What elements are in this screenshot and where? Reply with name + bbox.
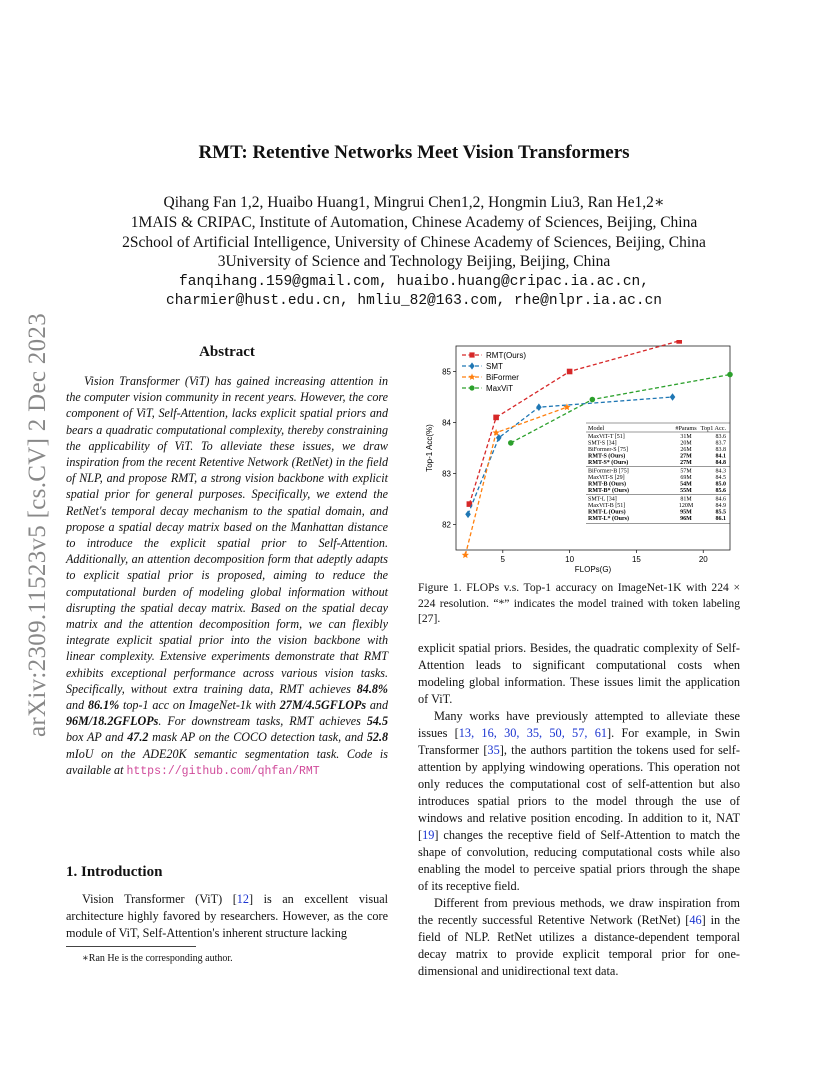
emails-line-2: charmier@hust.edu.cn, hmliu_82@163.com, rhe@nlpr.ia.ac.cn [166, 293, 662, 309]
x-tick-label: 20 [698, 555, 708, 564]
data-point [465, 511, 471, 519]
paper-title: RMT: Retentive Networks Meet Vision Transformers [198, 142, 630, 163]
x-axis-label: FLOPs(G) [574, 565, 612, 574]
table-cell: RMT-B* (Ours) [588, 488, 629, 494]
inset-table [586, 423, 730, 524]
table-cell: RMT-L* (Ours) [588, 516, 629, 522]
table-header: Model [588, 425, 605, 432]
table-cell: 54M [680, 481, 692, 488]
table-header: Top1 Acc. [700, 425, 726, 432]
legend-label: RMT(Ours) [486, 351, 526, 360]
table-cell: 27M [680, 460, 692, 466]
table-cell: 20M [680, 440, 692, 447]
affiliation-1: 1MAIS & CRIPAC, Institute of Automation, Chinese Academy of Sciences, Beijing, China [130, 214, 698, 231]
table-cell: 31M [680, 434, 692, 440]
paragraph-1: explicit spatial priors. Besides, the quadratic complexity of Self-Attention leads to significant computational costs when modeling global information. These issues limit the application of ViT. [418, 641, 740, 706]
table-cell: 84.5 [715, 475, 726, 481]
arxiv-stamp [18, 290, 58, 760]
x-tick-label: 15 [631, 555, 641, 564]
data-point [508, 440, 514, 446]
abstract-text: Vision Transformer (ViT) has gained increasing attention in the computer vision community in recent years. However, the core component of ViT, Self-Attention, lacks explicit spatial priors and bears a quadratic computational complexity, thereby constraining the applicability of ViT. To alleviate these issues, we draw inspiration from the recent Retentive Network (RetNet) in the field of NLP, and propose RMT, a strong vision backbone with explicit spatial prior for general purposes. Specifically, we extend the RetNet's temporal decay mechanism to the spatial domain, and propose a spatial decay matrix based on the Manhattan distance to introduce the explicit spatial prior to Self-Attention. Additionally, an attention decomposition form that adeptly adapts to explicit spatial prior is proposed, aiming to reduce the computational burden of modeling global information without disrupting the spatial decay matrix. Based on the spatial decay matrix and the attention decomposition form, we can flexibly integrate explicit spatial prior into the vision backbone with linear complexity. Extensive experiments demonstrate that RMT exhibits exceptional performance across various vision tasks. Specifically, without extra training data, RMT achieves 84.8% and 86.1% top-1 acc on ImageNet-1k with 27M/4.5GFLOPs and 96M/18.2GFLOPs. For downstream tasks, RMT achieves 54.5 box AP and 47.2 mask AP on the COCO detection task, and 52.8 mIoU on the ADE20K semantic segmentation task. Code is available at https://github.com/qhfan/RMT [66, 374, 389, 778]
x-tick-label: 5 [500, 555, 506, 564]
data-point [469, 385, 474, 390]
legend-label: BiFormer [486, 373, 519, 382]
y-axis-label: Top-1 Acc(%) [425, 424, 434, 472]
table-cell: RMT-S (Ours) [588, 453, 626, 460]
affiliation-2: 2School of Artificial Intelligence, University of Chinese Academy of Sciences, Beijing, China [122, 234, 706, 251]
left-column [66, 344, 388, 780]
legend [462, 351, 526, 393]
figure-1 [418, 340, 740, 576]
data-point [676, 340, 682, 344]
legend-label: MaxViT [486, 384, 513, 393]
table-cell: 120M [678, 503, 694, 509]
citation-link[interactable]: 12 [236, 892, 249, 906]
data-point [590, 397, 596, 403]
flops-accuracy-chart [418, 340, 740, 576]
table-cell: 96M [680, 516, 692, 522]
table-cell: 57M [680, 468, 692, 475]
emails-line-1: fanqihang.159@gmail.com, huaibo.huang@cripac.ia.ac.cn, [179, 274, 649, 290]
table-cell: 69M [680, 475, 692, 481]
legend-label: SMT [486, 362, 503, 371]
affiliation-3: 3University of Science and Technology Beijing, Beijing, China [217, 253, 611, 270]
figure-caption: Figure 1. FLOPs v.s. Top-1 accuracy on ImageNet-1K with 224 × 224 resolution. “*” indicates the model trained with token labeling [27]. [418, 581, 740, 626]
citation-link[interactable]: 13, 16, 30, 35, 50, 57, 61 [458, 726, 608, 740]
data-point [469, 373, 476, 380]
table-cell: MaxViT-B [51] [588, 503, 626, 509]
citation-link[interactable]: 35 [487, 743, 500, 757]
series-biformer [462, 403, 571, 558]
data-point [670, 393, 676, 401]
table-cell: 81M [680, 496, 692, 503]
table-cell: 83.7 [715, 440, 726, 447]
data-point [462, 551, 469, 558]
table-cell: 26M [680, 447, 692, 453]
footnote: ∗Ran He is the corresponding author. [82, 953, 233, 964]
authors-line: Qihang Fan 1,2, Huaibo Huang1, Mingrui Chen1,2, Hongmin Liu3, Ran He1,2∗ [163, 194, 665, 211]
table-cell: 84.9 [715, 503, 726, 509]
data-point [496, 434, 502, 442]
table-cell: MaxViT-S [29] [588, 475, 625, 481]
data-point [469, 352, 474, 357]
paragraph-3: Different from previous methods, we draw inspiration from the recently successful Retentive Network (RetNet) [46] in the field of NLP. RetNet utilizes a distance-dependent temporal decay matrix to provide explicit temporal prior for one-dimensional and unidirectional text data. [418, 896, 740, 978]
table-cell: 85.5 [715, 509, 726, 516]
citation-link[interactable]: 19 [422, 828, 435, 842]
table-cell: 27M [680, 453, 692, 460]
intro-text: Vision Transformer (ViT) [12] is an excellent visual architecture highly favored by researchers. However, as the core module of ViT, Self-Attention's inherent structure lacking [66, 892, 388, 940]
y-tick-label: 82 [442, 520, 451, 530]
paragraph-2: Many works have previously attempted to alleviate these issues [13, 16, 30, 35, 50, 57, 61]. For example, in Swin Transformer [35], the authors partition the tokens used for self-attention by applying windowing operations. This operation not only reduces the computational cost of self-attention but also introduces spatial priors to the model through the use of windows and relative position encoding. In addition to it, NAT [19] changes the receptive field of Self-Attention to match the shape of convolution, reducing computational costs while also enabling the model to perceive spatial priors through the shape of its receptive field. [418, 709, 740, 893]
table-cell: 55M [680, 488, 692, 494]
data-point [727, 372, 733, 378]
arxiv-id: arXiv:2309.11523v5 [cs.CV] 2 Dec 2023 [24, 313, 51, 737]
data-point [469, 362, 474, 369]
table-cell: 84.6 [715, 496, 726, 503]
code-link[interactable]: https://github.com/qhfan/RMT [126, 764, 320, 778]
footnote-rule [66, 946, 196, 947]
table-cell: SMT-L [34] [588, 496, 617, 503]
data-point [567, 369, 573, 375]
table-cell: 84.1 [715, 453, 726, 460]
intro-heading: 1. Introduction [66, 864, 163, 880]
series-line [511, 375, 730, 443]
table-cell: RMT-S* (Ours) [588, 460, 629, 466]
series-line [468, 397, 672, 514]
table-cell: SMT-S [34] [588, 440, 617, 447]
data-point [536, 403, 542, 411]
citation-link[interactable]: 46 [689, 913, 702, 927]
table-header: #Params [675, 425, 697, 432]
y-tick-label: 84 [442, 418, 451, 428]
table-cell: RMT-B (Ours) [588, 481, 626, 488]
x-tick-label: 10 [565, 555, 575, 564]
table-cell: 84.3 [715, 468, 726, 475]
table-cell: 85.0 [715, 481, 726, 488]
y-tick-label: 83 [442, 469, 451, 479]
series-line [465, 407, 567, 555]
table-cell: MaxViT-T [51] [588, 434, 625, 440]
table-cell: 83.6 [715, 434, 726, 440]
table-cell: RMT-L (Ours) [588, 509, 626, 516]
table-cell: 95M [680, 509, 692, 516]
table-cell: 84.8 [715, 460, 726, 466]
table-cell: 85.6 [715, 488, 726, 494]
table-cell: BiFormer-B [75] [588, 468, 629, 475]
abstract-heading: Abstract [199, 344, 255, 360]
y-tick-label: 85 [442, 367, 451, 377]
table-cell: BiFormer-S [75] [588, 447, 629, 453]
table-cell: 83.8 [715, 447, 726, 453]
data-point [493, 415, 499, 421]
right-column [418, 640, 740, 980]
table-cell: 86.1 [715, 516, 726, 522]
